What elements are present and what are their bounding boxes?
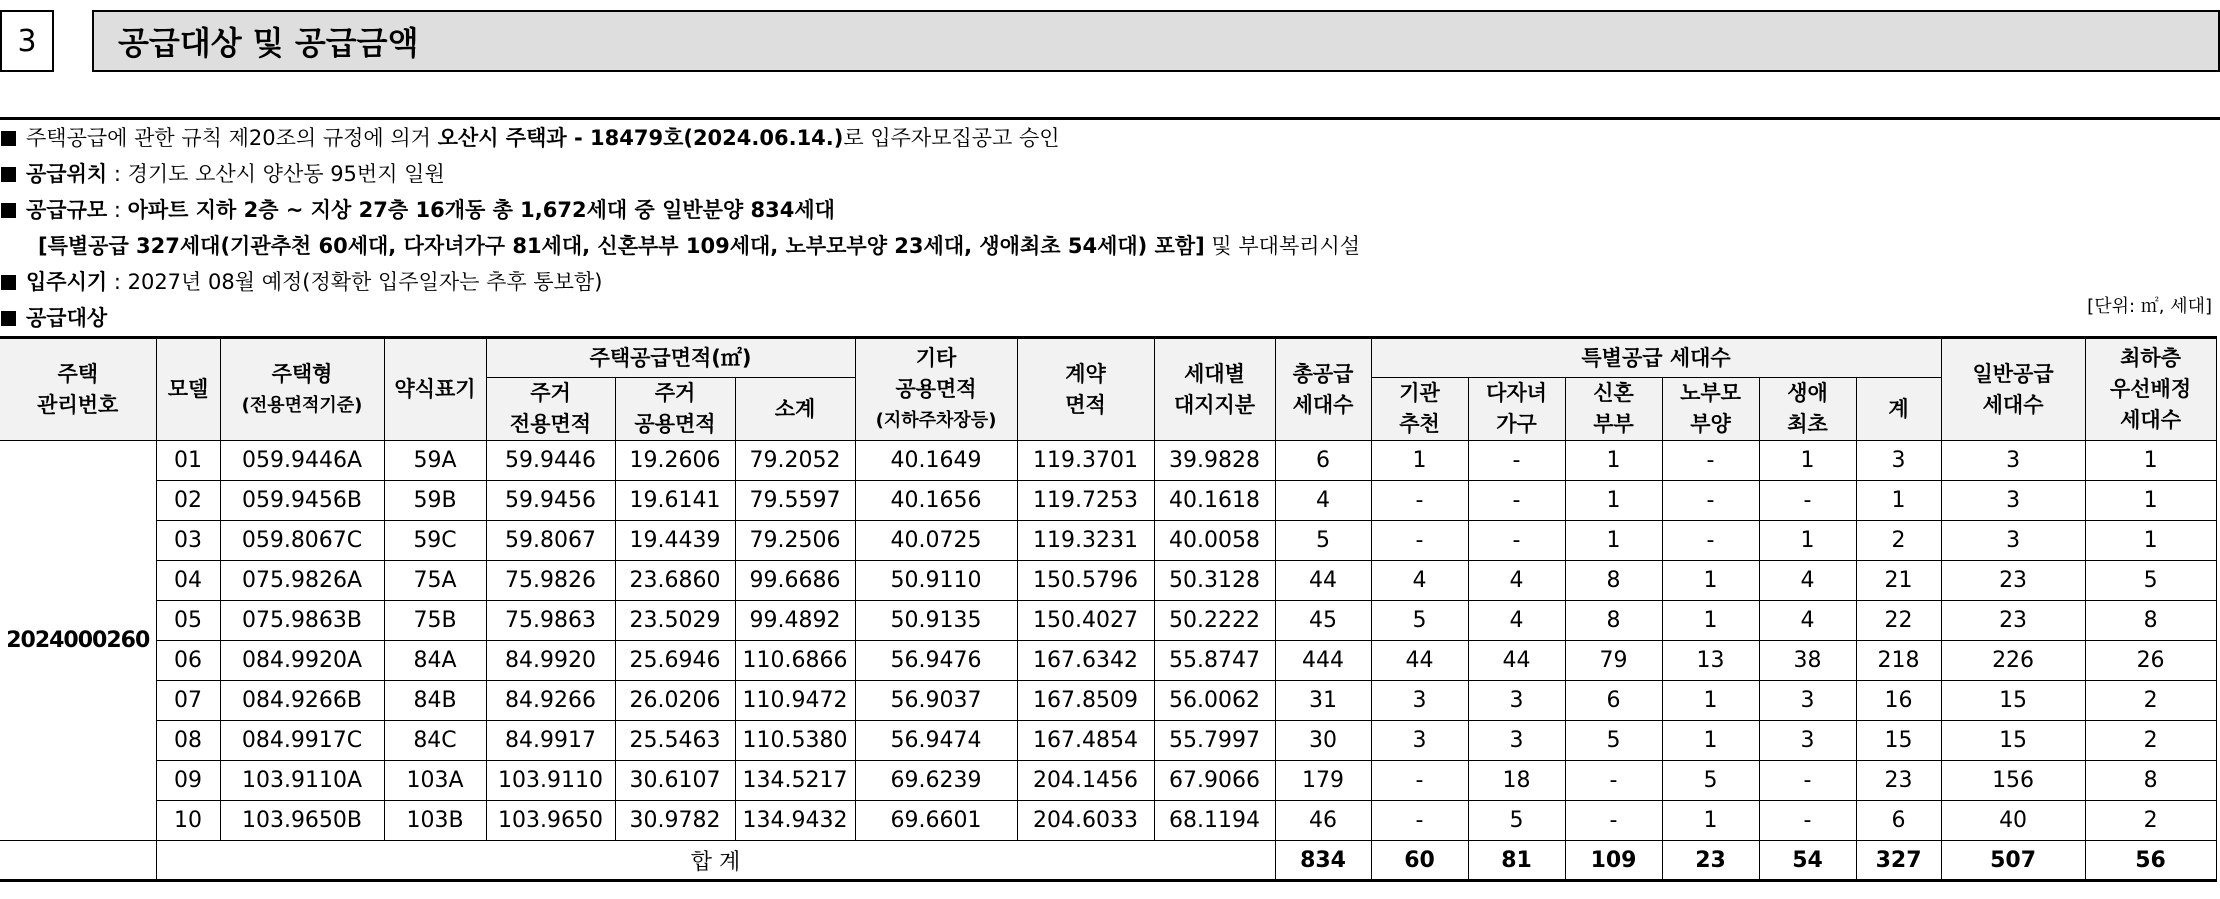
header-common-area: 주거 공용면적 <box>615 378 735 441</box>
cell-sp-sum: 22 <box>1856 601 1941 641</box>
cell-newly: 5 <box>1565 721 1662 761</box>
cell-other: 56.9037 <box>855 681 1017 721</box>
cell-excl: 84.9920 <box>486 641 615 681</box>
cell-newly: 1 <box>1565 521 1662 561</box>
total-row-blank <box>0 841 156 881</box>
cell-contract: 150.4027 <box>1017 601 1154 641</box>
cell-multi: - <box>1468 521 1565 561</box>
total-multi: 81 <box>1468 841 1565 881</box>
cell-type: 059.9446A <box>220 441 384 481</box>
cell-sp-sum: 23 <box>1856 761 1941 801</box>
cell-sp-sum: 218 <box>1856 641 1941 681</box>
total-general: 507 <box>1941 841 2085 881</box>
header-supply-area: 주택공급면적(㎡) <box>486 338 855 378</box>
notice-bullets <box>0 120 2220 336</box>
cell-general: 23 <box>1941 561 2085 601</box>
cell-inst: 3 <box>1371 681 1468 721</box>
move-in-sep: : <box>107 270 128 294</box>
cell-lowest: 8 <box>2085 761 2216 801</box>
cell-type: 084.9920A <box>220 641 384 681</box>
cell-excl: 59.8067 <box>486 521 615 561</box>
total-lowest: 56 <box>2085 841 2216 881</box>
cell-contract: 119.3701 <box>1017 441 1154 481</box>
cell-abbr: 103A <box>384 761 486 801</box>
cell-abbr: 59C <box>384 521 486 561</box>
cell-lowest: 8 <box>2085 601 2216 641</box>
table-row <box>0 761 2216 801</box>
cell-multi: 5 <box>1468 801 1565 841</box>
scale-value: 아파트 지하 2층 ~ 지상 27층 16개동 총 1,672세대 중 일반분양 834세대 <box>127 198 835 222</box>
cell-sp-sum: 15 <box>1856 721 1941 761</box>
cell-general: 226 <box>1941 641 2085 681</box>
cell-general: 15 <box>1941 721 2085 761</box>
table-row <box>0 641 2216 681</box>
cell-total: 44 <box>1275 561 1371 601</box>
cell-land: 55.8747 <box>1154 641 1275 681</box>
move-in-label: 입주시기 <box>26 270 108 294</box>
cell-excl: 75.9863 <box>486 601 615 641</box>
cell-contract: 204.6033 <box>1017 801 1154 841</box>
cell-total: 30 <box>1275 721 1371 761</box>
header-sp-sum: 계 <box>1856 378 1941 441</box>
cell-total: 31 <box>1275 681 1371 721</box>
cell-land: 56.0062 <box>1154 681 1275 721</box>
cell-land: 50.2222 <box>1154 601 1275 641</box>
cell-multi: - <box>1468 441 1565 481</box>
cell-general: 3 <box>1941 441 2085 481</box>
cell-excl: 84.9917 <box>486 721 615 761</box>
cell-excl: 103.9110 <box>486 761 615 801</box>
cell-sp-sum: 6 <box>1856 801 1941 841</box>
cell-first: 38 <box>1759 641 1856 681</box>
cell-other: 56.9474 <box>855 721 1017 761</box>
cell-inst: 4 <box>1371 561 1468 601</box>
cell-model: 03 <box>156 521 220 561</box>
cell-excl: 103.9650 <box>486 801 615 841</box>
cell-general: 156 <box>1941 761 2085 801</box>
cell-multi: 3 <box>1468 721 1565 761</box>
cell-lowest: 2 <box>2085 681 2216 721</box>
cell-model: 07 <box>156 681 220 721</box>
cell-sp-sum: 21 <box>1856 561 1941 601</box>
total-label: 합 계 <box>156 841 1275 881</box>
cell-inst: 1 <box>1371 441 1468 481</box>
square-bullet-icon <box>1 275 16 290</box>
scale-sep: : <box>107 198 128 222</box>
cell-other: 69.6239 <box>855 761 1017 801</box>
cell-general: 3 <box>1941 481 2085 521</box>
cell-newly: - <box>1565 761 1662 801</box>
cell-first: 3 <box>1759 681 1856 721</box>
cell-type: 084.9917C <box>220 721 384 761</box>
cell-excl: 75.9826 <box>486 561 615 601</box>
cell-abbr: 75B <box>384 601 486 641</box>
cell-lowest: 2 <box>2085 721 2216 761</box>
cell-parents: - <box>1662 521 1759 561</box>
cell-common: 23.5029 <box>615 601 735 641</box>
cell-other: 69.6601 <box>855 801 1017 841</box>
location-sep: : <box>107 162 128 186</box>
supply-table <box>0 336 2217 882</box>
bullet-move-in <box>0 264 2220 300</box>
cell-contract: 167.8509 <box>1017 681 1154 721</box>
cell-sp-sum: 16 <box>1856 681 1941 721</box>
cell-multi: - <box>1468 481 1565 521</box>
target-label: 공급대상 <box>26 306 108 330</box>
bullet-scale-detail <box>0 228 2220 264</box>
cell-land: 68.1194 <box>1154 801 1275 841</box>
cell-land: 39.9828 <box>1154 441 1275 481</box>
move-in-note: 예정(정확한 입주일자는 추후 통보함) <box>255 270 603 294</box>
total-sp-sum: 327 <box>1856 841 1941 881</box>
header-type <box>220 338 384 441</box>
cell-contract: 167.6342 <box>1017 641 1154 681</box>
cell-parents: 13 <box>1662 641 1759 681</box>
mgmt-number-cell: 2024000260 <box>0 441 156 841</box>
table-row <box>0 801 2216 841</box>
bullet-scale <box>0 192 2220 228</box>
cell-first: - <box>1759 761 1856 801</box>
cell-sp-sum: 3 <box>1856 441 1941 481</box>
cell-newly: 6 <box>1565 681 1662 721</box>
cell-sp-sum: 2 <box>1856 521 1941 561</box>
cell-type: 084.9266B <box>220 681 384 721</box>
cell-other: 50.9110 <box>855 561 1017 601</box>
cell-model: 10 <box>156 801 220 841</box>
table-row <box>0 721 2216 761</box>
cell-land: 55.7997 <box>1154 721 1275 761</box>
cell-contract: 204.1456 <box>1017 761 1154 801</box>
approval-number: 오산시 주택과 - 18479호(2024.06.14.) <box>437 126 844 150</box>
unit-note: [단위: ㎡, 세대] <box>2087 296 2212 317</box>
approval-suffix: 로 입주자모집공고 승인 <box>843 126 1060 150</box>
header-other-main: 기타 공용면적 <box>895 346 977 401</box>
cell-other: 56.9476 <box>855 641 1017 681</box>
cell-sp-sum: 1 <box>1856 481 1941 521</box>
cell-contract: 119.7253 <box>1017 481 1154 521</box>
cell-contract: 167.4854 <box>1017 721 1154 761</box>
cell-common: 30.9782 <box>615 801 735 841</box>
cell-general: 23 <box>1941 601 2085 641</box>
cell-parents: 1 <box>1662 721 1759 761</box>
cell-land: 40.1618 <box>1154 481 1275 521</box>
cell-model: 04 <box>156 561 220 601</box>
cell-subtotal: 79.2052 <box>735 441 855 481</box>
cell-subtotal: 99.4892 <box>735 601 855 641</box>
cell-parents: - <box>1662 481 1759 521</box>
cell-other: 40.1656 <box>855 481 1017 521</box>
cell-lowest: 1 <box>2085 441 2216 481</box>
scale-facilities: 및 부대복리시설 <box>1204 234 1361 258</box>
cell-land: 50.3128 <box>1154 561 1275 601</box>
cell-model: 01 <box>156 441 220 481</box>
approval-prefix: 주택공급에 관한 규칙 제20조의 규정에 의거 <box>26 126 438 150</box>
cell-first: 4 <box>1759 561 1856 601</box>
cell-type: 075.9863B <box>220 601 384 641</box>
cell-inst: 3 <box>1371 721 1468 761</box>
cell-first: - <box>1759 801 1856 841</box>
cell-subtotal: 99.6686 <box>735 561 855 601</box>
header-contract-area: 계약 면적 <box>1017 338 1154 441</box>
cell-type: 103.9650B <box>220 801 384 841</box>
header-sp-first-time: 생애 최초 <box>1759 378 1856 441</box>
cell-type: 059.9456B <box>220 481 384 521</box>
section-title <box>92 10 2220 72</box>
header-land-share: 세대별 대지지분 <box>1154 338 1275 441</box>
total-parents: 23 <box>1662 841 1759 881</box>
cell-parents: 1 <box>1662 681 1759 721</box>
bullet-approval <box>0 120 2220 156</box>
cell-general: 3 <box>1941 521 2085 561</box>
cell-total: 4 <box>1275 481 1371 521</box>
cell-excl: 59.9456 <box>486 481 615 521</box>
cell-abbr: 59A <box>384 441 486 481</box>
header-abbr: 약식표기 <box>384 338 486 441</box>
cell-inst: - <box>1371 521 1468 561</box>
location-label: 공급위치 <box>26 162 108 186</box>
cell-lowest: 1 <box>2085 521 2216 561</box>
cell-type: 059.8067C <box>220 521 384 561</box>
cell-multi: 44 <box>1468 641 1565 681</box>
cell-newly: 79 <box>1565 641 1662 681</box>
cell-common: 19.4439 <box>615 521 735 561</box>
cell-common: 19.2606 <box>615 441 735 481</box>
table-row <box>0 481 2216 521</box>
cell-inst: - <box>1371 801 1468 841</box>
cell-excl: 59.9446 <box>486 441 615 481</box>
cell-total: 46 <box>1275 801 1371 841</box>
square-bullet-icon <box>1 311 16 326</box>
scale-special-detail: [특별공급 327세대(기관추천 60세대, 다자녀가구 81세대, 신혼부부 109세대, 노부모부양 23세대, 생애최초 54세대) 포함] <box>38 234 1205 258</box>
cell-parents: 1 <box>1662 801 1759 841</box>
header-lowest-floor: 최하층 우선배정 세대수 <box>2085 338 2216 441</box>
cell-lowest: 1 <box>2085 481 2216 521</box>
cell-subtotal: 79.2506 <box>735 521 855 561</box>
cell-other: 40.0725 <box>855 521 1017 561</box>
cell-inst: - <box>1371 481 1468 521</box>
cell-newly: - <box>1565 801 1662 841</box>
header-general-supply: 일반공급 세대수 <box>1941 338 2085 441</box>
cell-abbr: 59B <box>384 481 486 521</box>
cell-land: 67.9066 <box>1154 761 1275 801</box>
header-exclusive-area: 주거 전용면적 <box>486 378 615 441</box>
cell-total: 5 <box>1275 521 1371 561</box>
cell-inst: 5 <box>1371 601 1468 641</box>
header-type-main: 주택형 <box>271 361 333 386</box>
header-sp-institution: 기관 추천 <box>1371 378 1468 441</box>
cell-excl: 84.9266 <box>486 681 615 721</box>
cell-parents: 1 <box>1662 601 1759 641</box>
table-row <box>0 521 2216 561</box>
cell-multi: 4 <box>1468 601 1565 641</box>
cell-type: 075.9826A <box>220 561 384 601</box>
cell-total: 6 <box>1275 441 1371 481</box>
scale-label: 공급규모 <box>26 198 108 222</box>
cell-common: 26.0206 <box>615 681 735 721</box>
table-row <box>0 441 2216 481</box>
cell-inst: 44 <box>1371 641 1468 681</box>
cell-abbr: 75A <box>384 561 486 601</box>
move-in-date: 2027년 08월 <box>127 270 256 294</box>
cell-abbr: 84A <box>384 641 486 681</box>
cell-type: 103.9110A <box>220 761 384 801</box>
cell-lowest: 5 <box>2085 561 2216 601</box>
cell-multi: 3 <box>1468 681 1565 721</box>
table-row <box>0 681 2216 721</box>
table-row <box>0 601 2216 641</box>
cell-subtotal: 110.9472 <box>735 681 855 721</box>
header-subtotal: 소계 <box>735 378 855 441</box>
table-row <box>0 561 2216 601</box>
header-sp-multichild: 다자녀 가구 <box>1468 378 1565 441</box>
cell-lowest: 26 <box>2085 641 2216 681</box>
cell-total: 179 <box>1275 761 1371 801</box>
cell-common: 30.6107 <box>615 761 735 801</box>
table-total-row <box>0 841 2216 881</box>
table-body <box>0 441 2216 881</box>
cell-first: - <box>1759 481 1856 521</box>
cell-contract: 119.3231 <box>1017 521 1154 561</box>
cell-parents: 1 <box>1662 561 1759 601</box>
cell-model: 09 <box>156 761 220 801</box>
cell-common: 25.5463 <box>615 721 735 761</box>
header-other-area <box>855 338 1017 441</box>
cell-first: 1 <box>1759 441 1856 481</box>
header-mgmt-no: 주택 관리번호 <box>0 338 156 441</box>
header-other-sub: (지하주차장등) <box>875 410 997 431</box>
cell-other: 50.9135 <box>855 601 1017 641</box>
cell-abbr: 103B <box>384 801 486 841</box>
cell-first: 1 <box>1759 521 1856 561</box>
square-bullet-icon <box>1 131 16 146</box>
cell-total: 444 <box>1275 641 1371 681</box>
cell-newly: 8 <box>1565 601 1662 641</box>
cell-newly: 1 <box>1565 441 1662 481</box>
cell-model: 02 <box>156 481 220 521</box>
section-title-text: 공급대상 및 공급금액 <box>118 24 419 62</box>
total-total: 834 <box>1275 841 1371 881</box>
cell-parents: - <box>1662 441 1759 481</box>
cell-multi: 18 <box>1468 761 1565 801</box>
location-value: 경기도 오산시 양산동 95번지 일원 <box>127 162 445 186</box>
square-bullet-icon <box>1 203 16 218</box>
cell-common: 25.6946 <box>615 641 735 681</box>
cell-common: 19.6141 <box>615 481 735 521</box>
cell-newly: 1 <box>1565 481 1662 521</box>
cell-model: 06 <box>156 641 220 681</box>
cell-model: 08 <box>156 721 220 761</box>
header-type-sub: (전용면적기준) <box>241 394 363 416</box>
cell-lowest: 2 <box>2085 801 2216 841</box>
cell-general: 40 <box>1941 801 2085 841</box>
cell-subtotal: 134.9432 <box>735 801 855 841</box>
cell-first: 3 <box>1759 721 1856 761</box>
cell-subtotal: 79.5597 <box>735 481 855 521</box>
cell-abbr: 84B <box>384 681 486 721</box>
header-sp-parents: 노부모 부양 <box>1662 378 1759 441</box>
cell-subtotal: 134.5217 <box>735 761 855 801</box>
cell-land: 40.0058 <box>1154 521 1275 561</box>
cell-abbr: 84C <box>384 721 486 761</box>
cell-newly: 8 <box>1565 561 1662 601</box>
bullet-location <box>0 156 2220 192</box>
bullet-target <box>0 300 2220 336</box>
cell-parents: 5 <box>1662 761 1759 801</box>
cell-subtotal: 110.5380 <box>735 721 855 761</box>
total-inst: 60 <box>1371 841 1468 881</box>
section-number: 3 <box>0 10 54 72</box>
cell-general: 15 <box>1941 681 2085 721</box>
total-first: 54 <box>1759 841 1856 881</box>
header-sp-newlywed: 신혼 부부 <box>1565 378 1662 441</box>
header-total-supply: 총공급 세대수 <box>1275 338 1371 441</box>
header-model: 모델 <box>156 338 220 441</box>
cell-total: 45 <box>1275 601 1371 641</box>
cell-inst: - <box>1371 761 1468 801</box>
cell-first: 4 <box>1759 601 1856 641</box>
square-bullet-icon <box>1 167 16 182</box>
cell-multi: 4 <box>1468 561 1565 601</box>
cell-other: 40.1649 <box>855 441 1017 481</box>
cell-subtotal: 110.6866 <box>735 641 855 681</box>
header-special-supply: 특별공급 세대수 <box>1371 338 1941 378</box>
cell-contract: 150.5796 <box>1017 561 1154 601</box>
total-newly: 109 <box>1565 841 1662 881</box>
cell-common: 23.6860 <box>615 561 735 601</box>
cell-model: 05 <box>156 601 220 641</box>
